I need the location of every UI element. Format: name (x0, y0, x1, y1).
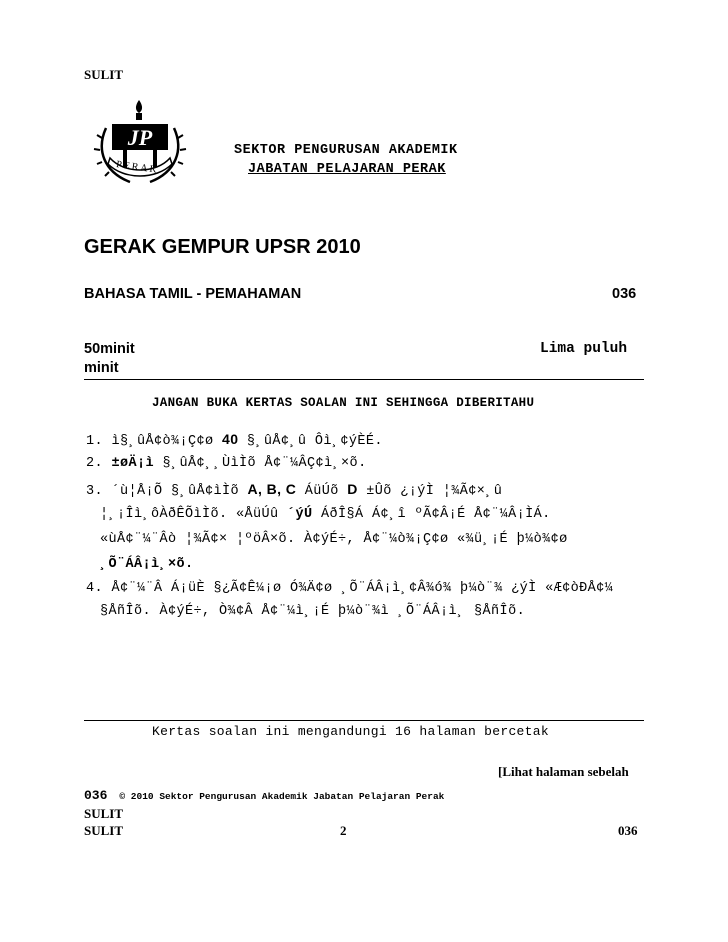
org-line-1: SEKTOR PENGURUSAN AKADEMIK (234, 143, 458, 158)
jpn-perak-logo (90, 98, 194, 190)
sulit-label-1: SULIT (84, 806, 124, 821)
duration-minutes: 50minit (84, 341, 135, 357)
logo-emblem-icon (90, 98, 194, 190)
logo-ribbon-text: PERAK (115, 159, 160, 176)
exam-warning: JANGAN BUKA KERTAS SOALAN INI SEHINGGA DIBERITAHU (152, 396, 535, 410)
instruction-4-line-2: §ÅñÎõ. À¢ýÉ÷, Ò¾¢Â Å¢¨¼ì¸¡É þ¼ò¨¾ì ¸Õ¨ÁÂ¡ì¸ §ÅñÎõ. (100, 604, 526, 619)
instruction-text: ±Ûõ ¿¡ýÌ ¦¾Ã¢×¸û (357, 484, 503, 499)
sulit-label-2: SULIT (84, 823, 124, 838)
instruction-keyword: 40 (222, 431, 239, 447)
instruction-1 (86, 431, 383, 449)
duration-wrap: minit (84, 360, 119, 376)
divider-bottom (84, 720, 644, 721)
page-number: 2 (340, 823, 347, 838)
copyright-line (84, 786, 444, 804)
page-code-right: 036 (618, 823, 638, 838)
instruction-keyword: ´ýÚ (287, 507, 313, 522)
instruction-text: §¸ûÅ¢¸¸ÙìÌõ Å¢¨¼ÂÇ¢ì¸×õ. (154, 456, 367, 471)
instruction-2 (86, 456, 367, 471)
instruction-text: 2. (86, 456, 112, 471)
instruction-text: §¸ûÅ¢¸û Ôì¸¢ýÈÉ. (238, 434, 383, 449)
instruction-keyword: D (347, 481, 358, 497)
exam-code: 036 (612, 286, 637, 302)
instruction-3-line-2 (100, 507, 551, 522)
instruction-text: 3. ´ù¦Å¡Õ §¸ûÅ¢ìÌõ (86, 484, 248, 499)
exam-subject: BAHASA TAMIL - PEMAHAMAN (84, 286, 302, 302)
instruction-keyword: ±øÄ¡ì (111, 456, 155, 471)
sulit-label-top: SULIT (84, 67, 124, 82)
instruction-text: ÁðÎ§Á Á¢¸î ºÃ¢Â¡É Å¢¨¼Â¡ÌÁ. (312, 507, 551, 522)
instruction-text: 1. ì§¸ûÅ¢ò¾¡Ç¢ø (86, 434, 223, 449)
svg-text:JP: JP (127, 125, 153, 150)
duration-words: Lima puluh (540, 341, 628, 357)
copyright-code: 036 (84, 788, 108, 803)
instruction-text: ¦¸¡Îì¸ôÀðÊÕìÌõ. «ÅüÚû (100, 507, 288, 522)
instruction-3 (86, 481, 502, 499)
divider-top (84, 379, 644, 380)
copyright-text: © 2010 Sektor Pengurusan Akademik Jabatan Pelajaran Perak (119, 791, 445, 802)
exam-title: GERAK GEMPUR UPSR 2010 (84, 236, 361, 258)
org-line-2: JABATAN PELAJARAN PERAK (248, 162, 446, 177)
instruction-4: 4. Å¢¨¼¨Â Á¡üÈ §¿Ã¢Ê¼¡ø Ó¾Ä¢ø ¸Õ¨ÁÂ¡ì¸¢Â¾ó¾ þ¼ò¨¾ ¿ýÌ «Æ¢òÐÅ¢¼ (86, 581, 614, 596)
instruction-3-line-3: «ùÅ¢¨¼¨Âò ¦¾Ã¢× ¦ºöÂ×õ. À¢ýÉ÷, Å¢¨¼ò¾¡Ç¢ø «¾ü¸¡É þ¼ò¾¢ø (100, 532, 568, 547)
instruction-text: ÁüÚõ (296, 484, 348, 499)
instruction-keyword: A, B, C (247, 481, 297, 497)
next-page-note: [Lihat halaman sebelah (498, 764, 629, 779)
instruction-3-line-4: ¸Õ¨ÁÂ¡ì¸×õ. (100, 557, 194, 572)
pages-note: Kertas soalan ini mengandungi 16 halaman bercetak (152, 724, 549, 739)
